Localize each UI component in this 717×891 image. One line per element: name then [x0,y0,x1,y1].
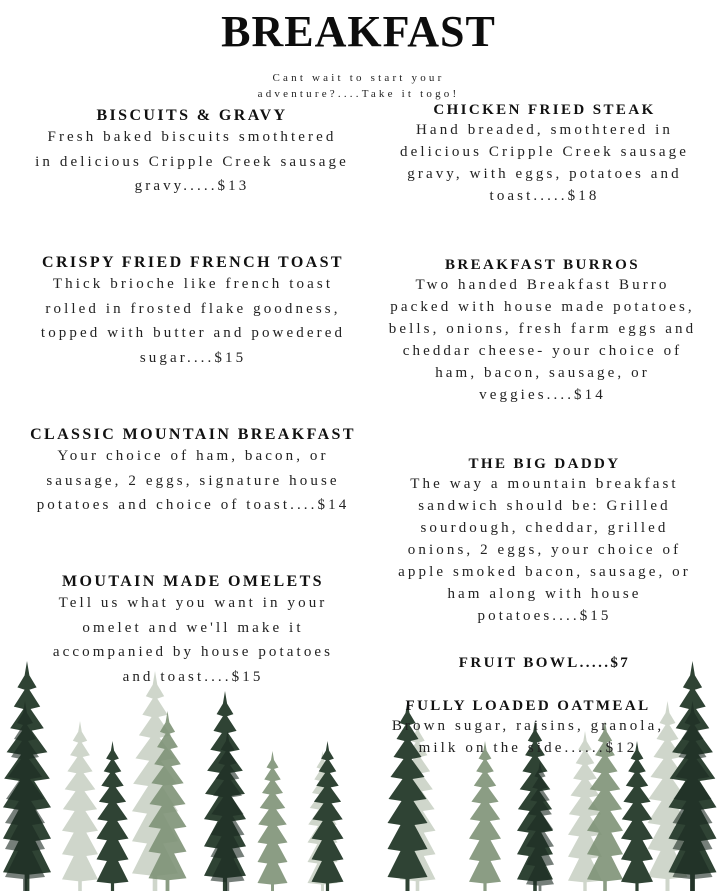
tagline-line-1: Cant wait to start your [272,72,445,84]
tagline-line-2: adventure?....Take it togo! [257,88,460,100]
item-name: CRISPY FRIED FRENCH TOAST [42,254,344,271]
item-description: Hand breaded, smothtered in delicious Cripple Creek sausage gravy, with eggs, potatoes and toast.....$18 [400,122,689,204]
menu-item-big-daddy [372,456,717,627]
item-description: Thick brioche like french toast rolled in frosted flake goodness, topped with butter and powedered sugar....$15 [40,276,346,366]
item-description: Brown sugar, raisins, granola, milk on the side......$12 [391,718,665,756]
menu-item-fruit-bowl [372,655,717,672]
item-description: Your choice of ham, bacon, or sausage, 2 eggs, signature house potatoes and choice of toast....$14 [36,448,350,513]
item-name: THE BIG DADDY [468,456,621,472]
menu-title: BREAKFAST [221,7,496,56]
item-name: CHICKEN FRIED STEAK [433,102,656,118]
menu-item-biscuits-gravy [12,107,372,199]
menu-item-oatmeal [358,698,698,759]
menu-item-omelets [12,573,374,689]
item-name: MOUTAIN MADE OMELETS [62,573,324,590]
menu-item-classic-mountain-breakfast [8,426,378,518]
menu-item-chicken-fried-steak [372,102,717,207]
item-name: FULLY LOADED OATMEAL [405,698,651,714]
tagline [0,70,717,102]
item-description: Tell us what you want in your omelet and we'll make it accompanied by house potatoes and toast....$15 [52,595,334,685]
menu-item-breakfast-burros [368,257,717,406]
menu-item-french-toast [10,254,376,370]
item-description: Two handed Breakfast Burro packed with house made potatoes, bells, onions, fresh farm eggs and cheddar cheese- your choice of ham, bacon, sausage, or veggies....$14 [388,277,697,403]
item-description: Fresh baked biscuits smothtered in delicious Cripple Creek sausage gravy.....$13 [35,129,349,194]
item-name: BREAKFAST BURROS [445,257,640,273]
item-name: CLASSIC MOUNTAIN BREAKFAST [30,426,356,443]
item-description: The way a mountain breakfast sandwich should be: Grilled sourdough, cheddar, grilled onions, 2 eggs, your choice of apple smoked bacon, sausage, or ham along with house potatoes....$15 [398,476,691,624]
item-name: FRUIT BOWL.....$7 [458,655,631,671]
item-name: BISCUITS & GRAVY [96,107,288,124]
pine-forest-illustration [0,661,717,891]
